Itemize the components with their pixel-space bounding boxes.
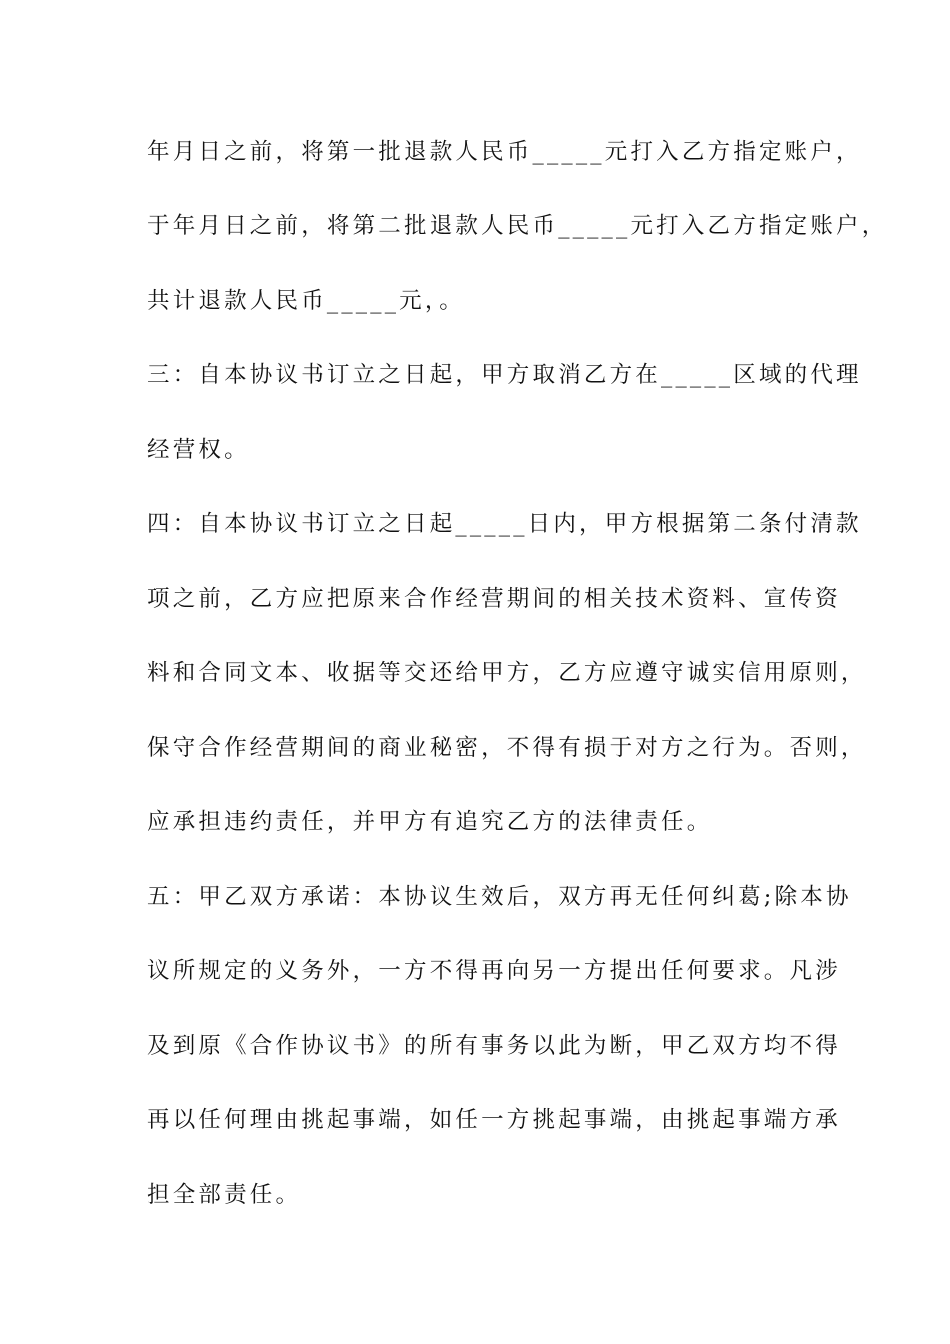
body-text-line: 应承担违约责任，并甲方有追究乙方的法律责任。 [147,809,713,835]
body-text-line: 于年月日之前，将第二批退款人民币_____元打入乙方指定账户， [147,213,888,239]
body-text-line: 保守合作经营期间的商业秘密，不得有损于对方之行为。否则， [147,735,867,761]
body-text-line: 及到原《合作协议书》的所有事务以此为断，甲乙双方均不得 [147,1033,841,1059]
body-text-line: 经营权。 [147,437,250,463]
body-text-line: 项之前，乙方应把原来合作经营期间的相关技术资料、宣传资 [147,586,841,612]
body-text-line: 担全部责任。 [147,1182,302,1208]
body-text-line: 再以任何理由挑起事端，如任一方挑起事端，由挑起事端方承 [147,1107,841,1133]
clause-three-line: 三：自本协议书订立之日起，甲方取消乙方在_____区域的代理 [147,362,862,388]
clause-four-line: 四：自本协议书订立之日起_____日内，甲方根据第二条付清款 [147,511,862,537]
clause-five-line: 五：甲乙双方承诺：本协议生效后，双方再无任何纠葛;除本协 [147,884,852,910]
body-text-line: 议所规定的义务外，一方不得再向另一方提出任何要求。凡涉 [147,958,841,984]
body-text-line: 料和合同文本、收据等交还给甲方，乙方应遵守诚实信用原则， [147,660,867,686]
body-text-line: 共计退款人民币_____元，。 [147,288,466,314]
body-text-line: 年月日之前，将第一批退款人民币_____元打入乙方指定账户， [147,139,862,165]
